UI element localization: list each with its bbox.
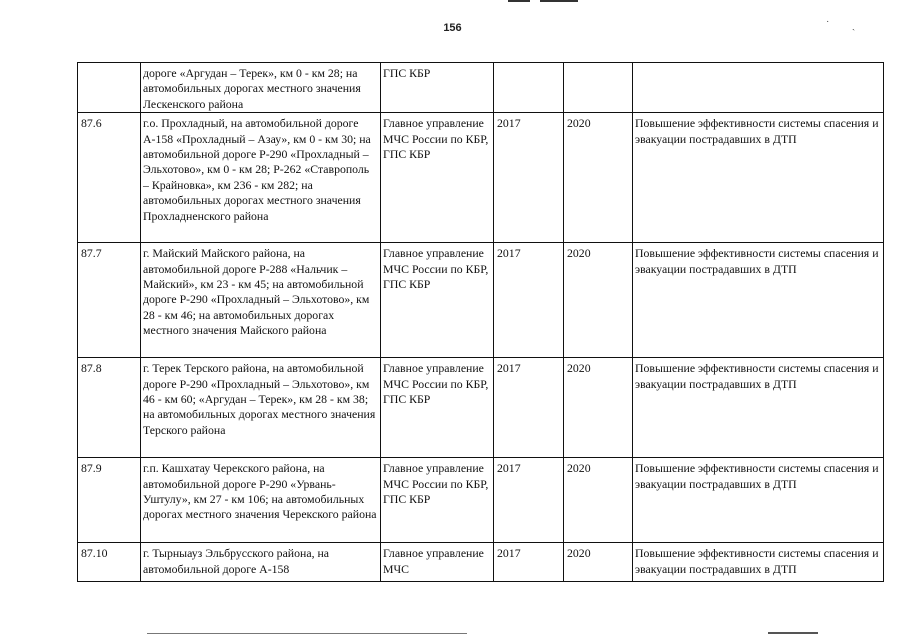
page-number: 156	[443, 22, 462, 34]
row-year-start: 2017	[494, 113, 564, 243]
row-number: 87.10	[78, 543, 141, 582]
row-executor: Главное управление МЧС России по КБР, ГПС КБР	[381, 458, 494, 543]
row-result: Повышение эффективности системы спасения и эвакуации пострадавших в ДТП	[633, 113, 884, 243]
table-row	[78, 113, 884, 243]
row-executor: Главное управление МЧС России по КБР, ГПС КБР	[381, 358, 494, 458]
row-number: 87.9	[78, 458, 141, 543]
row-location: г. Майский Майского района, на автомобильной дороге Р-288 «Нальчик – Майский», км 23 - км 45; на автомобильной дороге Р-290 «Прохладный – Эльхотово», км 28 - км 46; на автомобильных дорогах местного значения Майского района	[141, 243, 381, 358]
row-year-start	[494, 63, 564, 113]
row-executor: Главное управление МЧС России по КБР, ГПС КБР	[381, 243, 494, 358]
row-executor: ГПС КБР	[381, 63, 494, 113]
table-row	[78, 243, 884, 358]
measures-table	[77, 62, 884, 582]
row-location: дороге «Аргудан – Терек», км 0 - км 28; на автомобильных дорогах местного значения Лескенского района	[141, 63, 381, 113]
row-number: 87.8	[78, 358, 141, 458]
row-location: г. Терек Терского района, на автомобильной дороге Р-290 «Прохладный – Эльхотово», км 46 - км 60; «Аргудан – Терек», км 28 - км 38; на автомобильных дорогах местного значения Терского района	[141, 358, 381, 458]
row-result: Повышение эффективности системы спасения и эвакуации пострадавших в ДТП	[633, 243, 884, 358]
row-number: 87.6	[78, 113, 141, 243]
row-location: г.п. Кашхатау Черекского района, на автомобильной дороге Р-290 «Урвань-Уштулу», км 27 - км 106; на автомобильных дорогах местного значения Черекского района	[141, 458, 381, 543]
row-location: г. Тырныауз Эльбрусского района, на автомобильной дороге А-158	[141, 543, 381, 582]
table-row	[78, 543, 884, 582]
table-row	[78, 358, 884, 458]
row-year-start: 2017	[494, 543, 564, 582]
row-year-start: 2017	[494, 358, 564, 458]
row-year-end: 2020	[564, 243, 633, 358]
row-executor: Главное управление МЧС	[381, 543, 494, 582]
row-location: г.о. Прохладный, на автомобильной дороге А-158 «Прохладный – Азау», км 0 - км 30; на автомобильной дороге Р-290 «Прохладный – Эльхотово», км 0 - км 28; Р-262 «Ставрополь – Крайновка», км 236 - км 282; на автомобильных дорогах местного значения Прохладненского района	[141, 113, 381, 243]
scan-artifact-bottom-mark	[768, 632, 818, 634]
row-year-start: 2017	[494, 243, 564, 358]
table-row	[78, 63, 884, 113]
row-year-end: 2020	[564, 543, 633, 582]
row-year-end: 2020	[564, 113, 633, 243]
row-year-end	[564, 63, 633, 113]
row-result: Повышение эффективности системы спасения и эвакуации пострадавших в ДТП	[633, 543, 884, 582]
row-result	[633, 63, 884, 113]
row-year-start: 2017	[494, 458, 564, 543]
row-number	[78, 63, 141, 113]
row-year-end: 2020	[564, 358, 633, 458]
scan-artifact-corner: ˙ ˏ	[826, 20, 866, 31]
row-number: 87.7	[78, 243, 141, 358]
table-row	[78, 458, 884, 543]
row-result: Повышение эффективности системы спасения и эвакуации пострадавших в ДТП	[633, 458, 884, 543]
row-year-end: 2020	[564, 458, 633, 543]
row-executor: Главное управление МЧС России по КБР, ГПС КБР	[381, 113, 494, 243]
scan-artifact-bottom-line	[147, 633, 467, 634]
row-result: Повышение эффективности системы спасения и эвакуации пострадавших в ДТП	[633, 358, 884, 458]
